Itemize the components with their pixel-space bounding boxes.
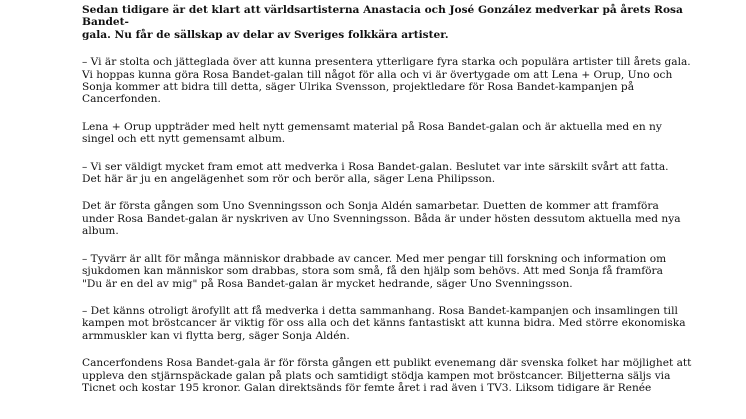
- quote-ulrika-svensson: – Vi är stolta och jätteglada över att kunna presentera ytterligare fyra starka och populära artister till årets gala. Vi hoppas kunna göra Rosa Bandet-galan till något för alla och vi är övertygade om att Lena + Orup, Uno och Sonja kommer att bidra till detta, säger Ulrika Svensson, projektledare för Rosa Bandet-kampanjen på Cancerfonden.: [82, 56, 691, 106]
- paragraph-lena-orup: Lena + Orup uppträder med helt nytt gemensamt material på Rosa Bandet-galan och är aktuella med en ny singel och ett nytt gemensamt album.: [82, 120, 662, 146]
- lead-paragraph: Sedan tidigare är det klart att världsartisterna Anastacia och José González medverkar på årets Rosa Bandet- gala. Nu får de sällskap av delar av Sveriges folkkära artister.: [82, 4, 683, 41]
- quote-sonja-alden: – Det känns otroligt ärofyllt att få medverka i detta sammanhang. Rosa Bandet-kampanjen och insamlingen till kampen mot bröstcancer är viktig för oss alla och det känns fantastiskt att kunna bidra. Med större ekonomiska armmuskler kan vi flytta berg, säger Sonja Aldén.: [82, 304, 686, 342]
- press-release-body: [82, 4, 702, 409]
- paragraph-gala-info: Cancerfondens Rosa Bandet-gala är för första gången ett publikt evenemang där svenska folket har möjlighet att uppleva den stjärnspäckade galan på plats och samtidigt stödja kampen mot bröstcancer. Biljetterna säljs via Ticnet och kostar 195 kronor. Galan direktsänds för femte året i rad även i TV3. Liksom tidigare är Renée: [82, 357, 692, 394]
- paragraph-uno-sonja: Det är första gången som Uno Svenningsson och Sonja Aldén samarbetar. Duetten de kommer att framföra under Rosa Bandet-galan är nyskriven av Uno Svenningsson. Båda är under hösten dessutom aktuella med nya album.: [82, 200, 681, 238]
- quote-lena-philipsson: – Vi ser väldigt mycket fram emot att medverka i Rosa Bandet-galan. Beslutet var inte särskilt svårt att fatta. Det här är ju en angelägenhet som rör och berör alla, säger Lena Philipsson.: [82, 160, 669, 186]
- quote-uno-svenningsson: – Tyvärr är allt för många människor drabbade av cancer. Med mer pengar till forskning och information om sjukdomen kan människor som drabbas, stora som små, få den hjälp som behövs. Att med Sonja få framföra "Du är en del av mig" på Rosa Bandet-galan är mycket hedrande, säger Uno Svenningsson.: [82, 252, 667, 290]
